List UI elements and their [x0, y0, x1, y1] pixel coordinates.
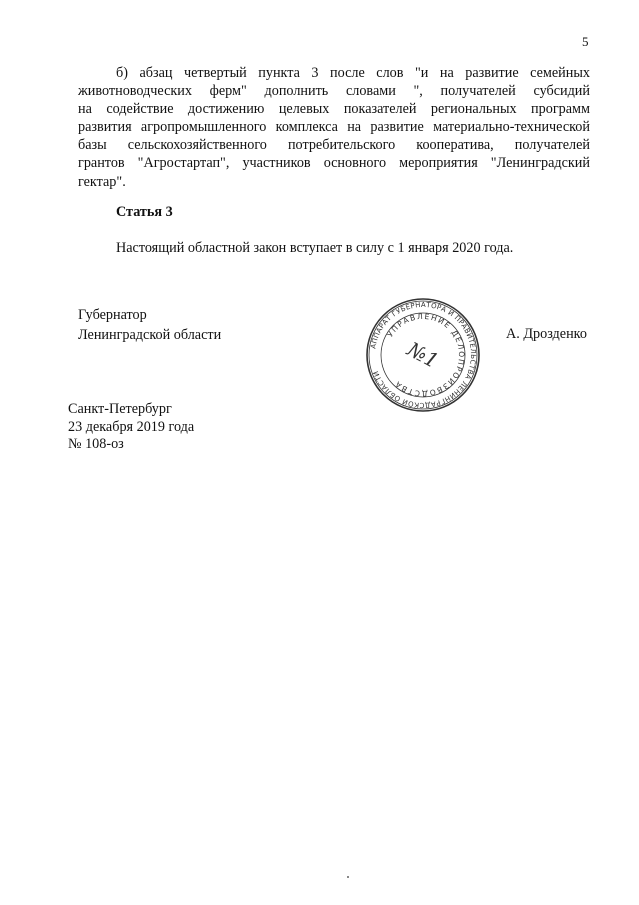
- stamp-seal-icon: [364, 296, 482, 414]
- paragraph-line: на содействие достижению целевых показателей региональных программ: [78, 101, 590, 118]
- governor-title-line: Губернатор: [78, 307, 147, 323]
- signer-name: А. Дрозденко: [506, 326, 587, 342]
- stamp-outer-text: АППАРАТ ГУБЕРНАТОРА И ПРАВИТЕЛЬСТВА ЛЕНИНГРАДСКОЙ ОБЛАСТИ: [369, 300, 478, 410]
- scan-artifact: [347, 876, 349, 878]
- paragraph-line: гектар".: [78, 173, 126, 190]
- amendment-paragraph: [78, 64, 590, 191]
- official-stamp: [364, 296, 482, 414]
- paragraph-line: базы сельскохозяйственного потребительского кооператива, получателей: [78, 137, 590, 154]
- governor-title-line: Ленинградской области: [78, 327, 222, 343]
- stamp-inner-text: УПРАВЛЕНИЕ ДЕЛОПРОИЗВОДСТВА: [385, 311, 467, 399]
- page-number: 5: [582, 34, 589, 49]
- paragraph-line: развития агропромышленного комплекса на развитие материально-технической: [78, 119, 590, 136]
- paragraph-line: б) абзац четвертый пункта 3 после слов "и на развитие семейных: [116, 65, 590, 81]
- stamp-center-text: №1: [403, 336, 443, 374]
- place-line: Санкт-Петербург: [68, 401, 172, 417]
- date-line: 23 декабря 2019 года: [68, 418, 195, 435]
- paragraph-line: животноводческих ферм" дополнить словами ", получателей субсидий: [78, 83, 590, 100]
- law-number-line: № 108-оз: [68, 436, 124, 452]
- place-date-block: [68, 401, 194, 454]
- paragraph-line: грантов "Агростартап", участников основного мероприятия "Ленинградский: [78, 155, 590, 172]
- article-heading: Статья 3: [116, 204, 173, 220]
- article-text: Настоящий областной закон вступает в силу с 1 января 2020 года.: [116, 240, 514, 256]
- governor-title: [78, 305, 221, 345]
